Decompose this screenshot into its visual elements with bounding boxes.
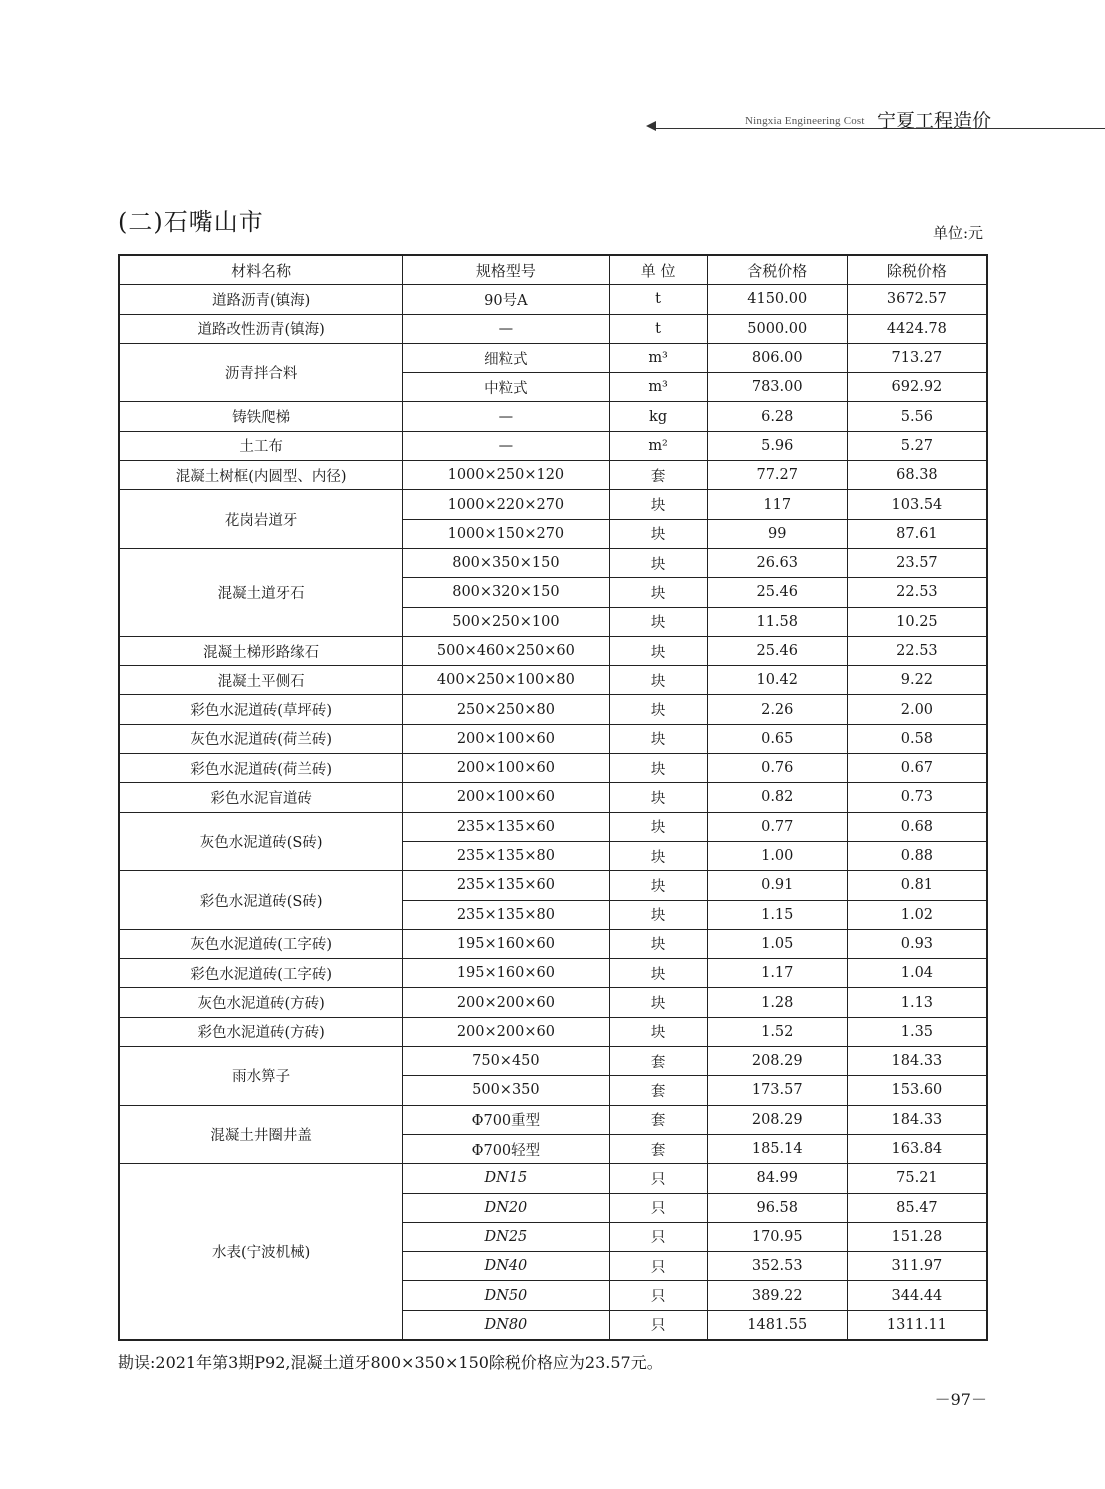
spec-cell: DN80	[403, 1310, 609, 1340]
unit-cell: 块	[609, 959, 707, 988]
price-with-tax-cell: 4150.00	[707, 285, 847, 314]
unit-cell: 块	[609, 812, 707, 841]
price-table-header	[119, 255, 987, 285]
spec-cell: 200×200×60	[403, 1017, 609, 1046]
unit-cell: 套	[609, 1047, 707, 1076]
table-row	[119, 724, 987, 753]
table-row	[119, 461, 987, 490]
table-row	[119, 695, 987, 724]
price-without-tax-cell: 9.22	[847, 666, 987, 695]
material-name-cell: 灰色水泥道砖(荷兰砖)	[119, 724, 403, 753]
spec-cell: 750×450	[403, 1047, 609, 1076]
material-name-cell: 彩色水泥道砖(方砖)	[119, 1017, 403, 1046]
price-without-tax-cell: 153.60	[847, 1076, 987, 1105]
price-with-tax-cell: 0.91	[707, 871, 847, 900]
material-name-cell: 彩色水泥盲道砖	[119, 783, 403, 812]
price-with-tax-cell: 6.28	[707, 402, 847, 431]
price-with-tax-cell: 1.05	[707, 929, 847, 958]
material-name-cell: 混凝土梯形路缘石	[119, 636, 403, 665]
price-without-tax-cell: 5.56	[847, 402, 987, 431]
unit-cell: 套	[609, 1105, 707, 1134]
spec-cell: Φ700轻型	[403, 1134, 609, 1163]
spec-cell: 250×250×80	[403, 695, 609, 724]
spec-cell: 1000×220×270	[403, 490, 609, 519]
price-without-tax-cell: 0.88	[847, 841, 987, 870]
material-name-cell: 混凝土井圈井盖	[119, 1105, 403, 1164]
price-without-tax-cell: 1.02	[847, 900, 987, 929]
material-name-cell: 混凝土平侧石	[119, 666, 403, 695]
header-arrow-icon	[646, 121, 656, 131]
price-without-tax-cell: 2.00	[847, 695, 987, 724]
price-with-tax-cell: 1481.55	[707, 1310, 847, 1340]
spec-cell: —	[403, 314, 609, 343]
spec-cell: 235×135×80	[403, 841, 609, 870]
price-with-tax-cell: 208.29	[707, 1047, 847, 1076]
unit-cell: m²	[609, 431, 707, 460]
price-table-body	[119, 285, 987, 1340]
table-row	[119, 314, 987, 343]
price-without-tax-cell: 151.28	[847, 1222, 987, 1251]
header-rule	[654, 128, 1105, 129]
material-name-cell: 土工布	[119, 431, 403, 460]
price-without-tax-cell: 163.84	[847, 1134, 987, 1163]
price-with-tax-cell: 185.14	[707, 1134, 847, 1163]
price-with-tax-cell: 1.52	[707, 1017, 847, 1046]
spec-cell: 235×135×80	[403, 900, 609, 929]
material-name-cell: 雨水箅子	[119, 1047, 403, 1106]
table-row	[119, 431, 987, 460]
price-without-tax-cell: 22.53	[847, 636, 987, 665]
price-with-tax-cell: 25.46	[707, 578, 847, 607]
unit-cell: 块	[609, 636, 707, 665]
unit-cell: 块	[609, 988, 707, 1017]
price-with-tax-cell: 1.17	[707, 959, 847, 988]
table-row	[119, 285, 987, 314]
header-material-name: 材料名称	[119, 255, 403, 285]
table-row	[119, 636, 987, 665]
unit-cell: 只	[609, 1164, 707, 1193]
unit-cell: 套	[609, 1076, 707, 1105]
price-without-tax-cell: 311.97	[847, 1252, 987, 1281]
unit-cell: 块	[609, 578, 707, 607]
price-with-tax-cell: 1.15	[707, 900, 847, 929]
spec-cell: 195×160×60	[403, 959, 609, 988]
material-name-cell: 彩色水泥道砖(S砖)	[119, 871, 403, 930]
price-without-tax-cell: 184.33	[847, 1047, 987, 1076]
price-without-tax-cell: 692.92	[847, 373, 987, 402]
unit-cell: 只	[609, 1281, 707, 1310]
price-without-tax-cell: 0.81	[847, 871, 987, 900]
table-row	[119, 754, 987, 783]
spec-cell: 90号A	[403, 285, 609, 314]
price-with-tax-cell: 0.65	[707, 724, 847, 753]
price-with-tax-cell: 806.00	[707, 343, 847, 372]
price-with-tax-cell: 173.57	[707, 1076, 847, 1105]
spec-cell: 200×100×60	[403, 783, 609, 812]
price-without-tax-cell: 1.04	[847, 959, 987, 988]
price-without-tax-cell: 1.35	[847, 1017, 987, 1046]
unit-cell: 块	[609, 754, 707, 783]
spec-cell: DN15	[403, 1164, 609, 1193]
price-with-tax-cell: 10.42	[707, 666, 847, 695]
spec-cell: 500×460×250×60	[403, 636, 609, 665]
unit-cell: 块	[609, 519, 707, 548]
price-with-tax-cell: 170.95	[707, 1222, 847, 1251]
unit-cell: 只	[609, 1222, 707, 1251]
price-without-tax-cell: 184.33	[847, 1105, 987, 1134]
header-unit: 单 位	[609, 255, 707, 285]
price-with-tax-cell: 77.27	[707, 461, 847, 490]
header-price-without-tax: 除税价格	[847, 255, 987, 285]
price-with-tax-cell: 352.53	[707, 1252, 847, 1281]
unit-cell: 块	[609, 841, 707, 870]
price-without-tax-cell: 0.67	[847, 754, 987, 783]
material-name-cell: 沥青拌合料	[119, 343, 403, 402]
unit-cell: 只	[609, 1310, 707, 1340]
table-row	[119, 871, 987, 900]
unit-label: 单位:元	[932, 224, 983, 242]
price-with-tax-cell: 1.28	[707, 988, 847, 1017]
spec-cell: 500×250×100	[403, 607, 609, 636]
unit-cell: 块	[609, 695, 707, 724]
price-with-tax-cell: 11.58	[707, 607, 847, 636]
spec-cell: DN20	[403, 1193, 609, 1222]
price-without-tax-cell: 0.58	[847, 724, 987, 753]
unit-cell: 只	[609, 1252, 707, 1281]
table-row	[119, 929, 987, 958]
price-table	[118, 254, 988, 1341]
erratum-note: 勘误:2021年第3期P92,混凝土道牙800×350×150除税价格应为23.57元。	[118, 1353, 663, 1372]
spec-cell: —	[403, 402, 609, 431]
spec-cell: 中粒式	[403, 373, 609, 402]
unit-cell: 块	[609, 490, 707, 519]
section-title: (二)石嘴山市	[118, 208, 264, 236]
price-with-tax-cell: 0.77	[707, 812, 847, 841]
spec-cell: DN40	[403, 1252, 609, 1281]
spec-cell: DN25	[403, 1222, 609, 1251]
price-without-tax-cell: 0.93	[847, 929, 987, 958]
unit-cell: m³	[609, 343, 707, 372]
unit-cell: 块	[609, 607, 707, 636]
price-without-tax-cell: 75.21	[847, 1164, 987, 1193]
spec-cell: Φ700重型	[403, 1105, 609, 1134]
unit-cell: 套	[609, 461, 707, 490]
price-with-tax-cell: 2.26	[707, 695, 847, 724]
price-without-tax-cell: 4424.78	[847, 314, 987, 343]
table-row	[119, 1105, 987, 1134]
table-row	[119, 666, 987, 695]
unit-cell: 块	[609, 871, 707, 900]
table-row	[119, 959, 987, 988]
price-without-tax-cell: 68.38	[847, 461, 987, 490]
price-without-tax-cell: 23.57	[847, 548, 987, 577]
unit-cell: kg	[609, 402, 707, 431]
spec-cell: DN50	[403, 1281, 609, 1310]
price-with-tax-cell: 96.58	[707, 1193, 847, 1222]
unit-cell: 块	[609, 724, 707, 753]
table-row	[119, 402, 987, 431]
price-without-tax-cell: 5.27	[847, 431, 987, 460]
price-with-tax-cell: 84.99	[707, 1164, 847, 1193]
price-with-tax-cell: 0.76	[707, 754, 847, 783]
unit-cell: 套	[609, 1134, 707, 1163]
table-row	[119, 1164, 987, 1193]
price-without-tax-cell: 1.13	[847, 988, 987, 1017]
price-without-tax-cell: 1311.11	[847, 1310, 987, 1340]
material-name-cell: 彩色水泥道砖(荷兰砖)	[119, 754, 403, 783]
price-with-tax-cell: 5.96	[707, 431, 847, 460]
spec-cell: 235×135×60	[403, 812, 609, 841]
price-with-tax-cell: 208.29	[707, 1105, 847, 1134]
unit-cell: 块	[609, 666, 707, 695]
unit-cell: 块	[609, 1017, 707, 1046]
unit-cell: m³	[609, 373, 707, 402]
table-row	[119, 988, 987, 1017]
price-without-tax-cell: 10.25	[847, 607, 987, 636]
journal-english-title: Ningxia Engineering Cost	[745, 115, 865, 127]
price-without-tax-cell: 344.44	[847, 1281, 987, 1310]
material-name-cell: 灰色水泥道砖(S砖)	[119, 812, 403, 871]
spec-cell: 细粒式	[403, 343, 609, 372]
table-row	[119, 343, 987, 372]
price-without-tax-cell: 85.47	[847, 1193, 987, 1222]
spec-cell: 500×350	[403, 1076, 609, 1105]
unit-cell: t	[609, 314, 707, 343]
header-spec: 规格型号	[403, 255, 609, 285]
table-row	[119, 490, 987, 519]
material-name-cell: 道路改性沥青(镇海)	[119, 314, 403, 343]
spec-cell: 1000×250×120	[403, 461, 609, 490]
price-without-tax-cell: 0.68	[847, 812, 987, 841]
material-name-cell: 水表(宁波机械)	[119, 1164, 403, 1340]
price-with-tax-cell: 0.82	[707, 783, 847, 812]
price-with-tax-cell: 117	[707, 490, 847, 519]
unit-cell: 块	[609, 783, 707, 812]
price-with-tax-cell: 783.00	[707, 373, 847, 402]
table-row	[119, 548, 987, 577]
material-name-cell: 道路沥青(镇海)	[119, 285, 403, 314]
spec-cell: 800×320×150	[403, 578, 609, 607]
spec-cell: 1000×150×270	[403, 519, 609, 548]
price-without-tax-cell: 22.53	[847, 578, 987, 607]
spec-cell: 200×100×60	[403, 724, 609, 753]
price-with-tax-cell: 5000.00	[707, 314, 847, 343]
material-name-cell: 混凝土树框(内圆型、内径)	[119, 461, 403, 490]
spec-cell: 400×250×100×80	[403, 666, 609, 695]
spec-cell: 800×350×150	[403, 548, 609, 577]
price-without-tax-cell: 3672.57	[847, 285, 987, 314]
price-with-tax-cell: 25.46	[707, 636, 847, 665]
material-name-cell: 混凝土道牙石	[119, 548, 403, 636]
price-with-tax-cell: 99	[707, 519, 847, 548]
material-name-cell: 彩色水泥道砖(工字砖)	[119, 959, 403, 988]
price-without-tax-cell: 0.73	[847, 783, 987, 812]
spec-cell: —	[403, 431, 609, 460]
spec-cell: 235×135×60	[403, 871, 609, 900]
spec-cell: 200×200×60	[403, 988, 609, 1017]
unit-cell: t	[609, 285, 707, 314]
table-row	[119, 1017, 987, 1046]
page-number: －97－	[934, 1390, 987, 1409]
price-with-tax-cell: 1.00	[707, 841, 847, 870]
unit-cell: 只	[609, 1193, 707, 1222]
table-row	[119, 783, 987, 812]
material-name-cell: 铸铁爬梯	[119, 402, 403, 431]
header-price-with-tax: 含税价格	[707, 255, 847, 285]
unit-cell: 块	[609, 900, 707, 929]
table-row	[119, 1047, 987, 1076]
table-row	[119, 812, 987, 841]
journal-chinese-title: 宁夏工程造价	[877, 110, 992, 132]
material-name-cell: 彩色水泥道砖(草坪砖)	[119, 695, 403, 724]
unit-cell: 块	[609, 929, 707, 958]
header-row	[119, 255, 987, 285]
material-name-cell: 花岗岩道牙	[119, 490, 403, 549]
price-with-tax-cell: 26.63	[707, 548, 847, 577]
spec-cell: 200×100×60	[403, 754, 609, 783]
material-name-cell: 灰色水泥道砖(工字砖)	[119, 929, 403, 958]
material-name-cell: 灰色水泥道砖(方砖)	[119, 988, 403, 1017]
price-without-tax-cell: 87.61	[847, 519, 987, 548]
price-without-tax-cell: 103.54	[847, 490, 987, 519]
price-without-tax-cell: 713.27	[847, 343, 987, 372]
spec-cell: 195×160×60	[403, 929, 609, 958]
unit-cell: 块	[609, 548, 707, 577]
price-with-tax-cell: 389.22	[707, 1281, 847, 1310]
